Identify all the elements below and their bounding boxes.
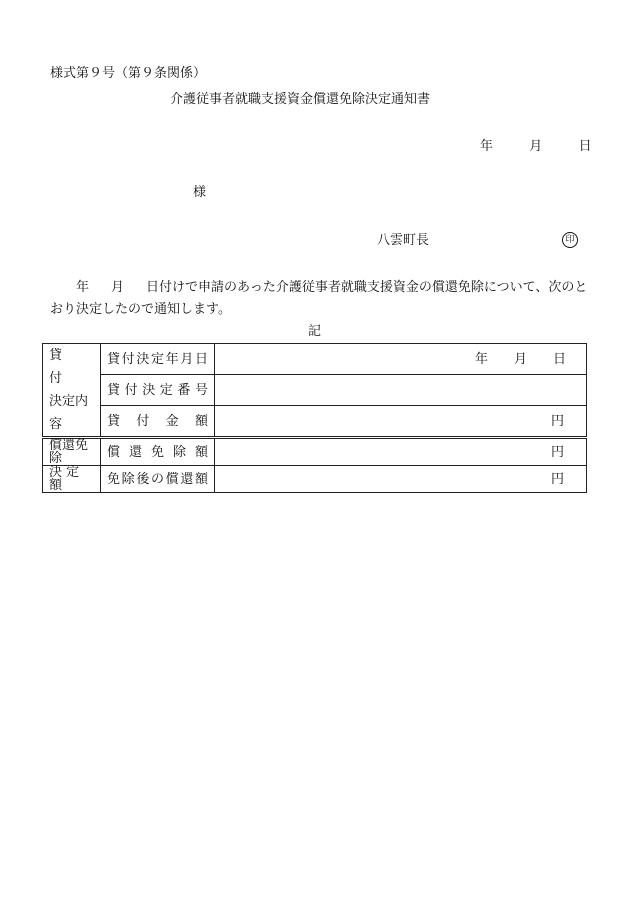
- issue-date: [480, 140, 592, 153]
- body-text: 日付けで申請のあった介護従事者就職支援資金の償還免除について、次のとおり決定したので通知します。: [50, 280, 588, 317]
- loan-number-label: 貸付決定番号: [101, 375, 215, 406]
- record-label: 記: [308, 324, 322, 339]
- remaining-amount-label: 免除後の償還額: [101, 466, 215, 493]
- document-title: 介護従事者就職支援資金償還免除決定通知書: [170, 92, 431, 107]
- body-year: 年: [76, 280, 90, 295]
- loan-number-value: [215, 375, 587, 406]
- addressee-suffix: 様: [193, 185, 207, 200]
- seal-mark-icon: 印: [562, 232, 578, 248]
- table-row: [43, 406, 587, 437]
- form-number: 様式第９号（第９条関係）: [50, 66, 207, 81]
- table-row: [43, 375, 587, 406]
- issuer-name: 八雲町長: [377, 233, 430, 248]
- issue-date-year: 年: [480, 139, 494, 154]
- loan-group-label: [43, 344, 101, 437]
- notice-body: [50, 277, 590, 321]
- body-month: 月: [111, 280, 125, 295]
- loan-date-value: 年 月 日: [215, 344, 587, 375]
- issue-date-day: 日: [578, 139, 592, 154]
- loan-amount-value: 円: [215, 406, 587, 437]
- relief-amount-value: 円: [215, 439, 587, 466]
- table-row: [43, 344, 587, 375]
- loan-group-label-line2: 決定内容: [49, 394, 89, 432]
- relief-amount-label: 償還免除額: [101, 439, 215, 466]
- loan-decision-table: [42, 343, 587, 437]
- relief-group-label-line1: 償還免除: [43, 439, 101, 466]
- remaining-amount-value: 円: [215, 466, 587, 493]
- table-row: [43, 466, 587, 493]
- loan-group-label-line1: 貸 付: [49, 348, 89, 386]
- loan-amount-label: 貸付金額: [101, 406, 215, 437]
- relief-decision-table: [42, 438, 587, 493]
- relief-group-label-line2: 決 定 額: [43, 466, 101, 493]
- loan-date-label: 貸付決定年月日: [101, 344, 215, 375]
- issue-date-month: 月: [529, 139, 543, 154]
- table-row: [43, 439, 587, 466]
